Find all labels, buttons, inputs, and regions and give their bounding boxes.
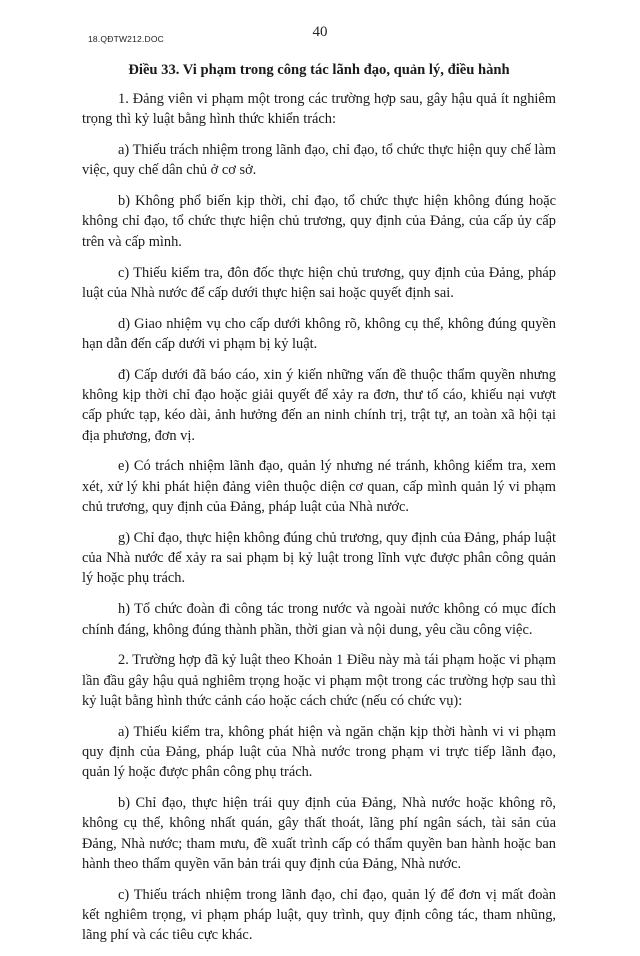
paragraph: h) Tổ chức đoàn đi công tác trong nước và ngoài nước không có mục đích chính đáng, không đúng thành phần, thời gian và nội dung, yêu cầu công việc. bbox=[82, 601, 556, 638]
document-body bbox=[82, 62, 556, 956]
paragraph: b) Chỉ đạo, thực hiện trái quy định của Đảng, Nhà nước hoặc không rõ, không cụ thể, không nhất quán, gây thất thoát, lãng phí ngân sách, tài sản của Đảng, Nhà nước; tham mưu, đề xuất trình cấp có thẩm quyền ban hành hoặc ban hành theo thẩm quyền văn bản trái quy định của Đảng, Nhà nước. bbox=[82, 795, 556, 872]
paragraph: a) Thiếu trách nhiệm trong lãnh đạo, chỉ đạo, tổ chức thực hiện quy chế làm việc, quy chế dân chủ ở cơ sở. bbox=[82, 142, 556, 179]
paragraph: đ) Cấp dưới đã báo cáo, xin ý kiến những vấn đề thuộc thẩm quyền nhưng không kịp thời chỉ đạo hoặc giải quyết để xảy ra đơn, thư tố cáo, khiếu nại vượt cấp phức tạp, kéo dài, ảnh hưởng đến an ninh chính trị, trật tự, an toàn xã hội tại địa phương, đơn vị. bbox=[82, 366, 556, 444]
paragraph: c) Thiếu trách nhiệm trong lãnh đạo, chỉ đạo, quản lý để đơn vị mất đoàn kết nghiêm trọng, vi phạm pháp luật, quy trình, quy định công tác, tham nhũng, lãng phí và các tiêu cực khác. bbox=[82, 886, 556, 944]
paragraph: a) Thiếu kiểm tra, không phát hiện và ngăn chặn kịp thời hành vi vi phạm quy định của Đảng, pháp luật của Nhà nước trong phạm vi trực tiếp lãnh đạo, quản lý hoặc được phân công phụ trách. bbox=[82, 723, 556, 781]
paragraph: 1. Đảng viên vi phạm một trong các trường hợp sau, gây hậu quả ít nghiêm trọng thì kỷ luật bằng hình thức khiển trách: bbox=[82, 91, 556, 128]
article-title: Điều 33. Vi phạm trong công tác lãnh đạo, quản lý, điều hành bbox=[128, 62, 510, 78]
paragraph: 2. Trường hợp đã kỷ luật theo Khoản 1 Điều này mà tái phạm hoặc vi phạm lần đầu gây hậu quả nghiêm trọng hoặc vi phạm một trong các trường hợp sau thì kỷ luật bằng hình thức cảnh cáo hoặc cách chức (nếu có chức vụ): bbox=[82, 652, 556, 709]
paragraph: c) Thiếu kiểm tra, đôn đốc thực hiện chủ trương, quy định của Đảng, pháp luật của Nhà nước để cấp dưới thực hiện sai hoặc quyết định sai. bbox=[82, 264, 556, 301]
page-number: 40 bbox=[312, 24, 328, 40]
paragraph: d) Giao nhiệm vụ cho cấp dưới không rõ, không cụ thể, không đúng quyền hạn dẫn đến cấp dưới vi phạm bị kỷ luật. bbox=[82, 315, 556, 352]
paragraph: e) Có trách nhiệm lãnh đạo, quản lý nhưng né tránh, không kiểm tra, xem xét, xử lý khi phát hiện đảng viên thuộc diện cơ quan, cấp mình quản lý vi phạm chủ trương, quy định của Đảng, pháp luật của Nhà nước. bbox=[82, 458, 556, 516]
paragraph: b) Không phổ biến kịp thời, chỉ đạo, tổ chức thực hiện không đúng hoặc không chỉ đạo, tổ chức thực hiện chủ trương, quy định của Đảng, của cấp ủy cấp trên và cấp mình. bbox=[82, 193, 556, 250]
paragraph: g) Chỉ đạo, thực hiện không đúng chủ trương, quy định của Đảng, pháp luật của Nhà nước để xảy ra sai phạm bị kỷ luật trong lĩnh vực được phân công quản lý hoặc phụ trách. bbox=[82, 529, 556, 587]
document-code: 18.QĐTW212.DOC bbox=[88, 34, 165, 44]
